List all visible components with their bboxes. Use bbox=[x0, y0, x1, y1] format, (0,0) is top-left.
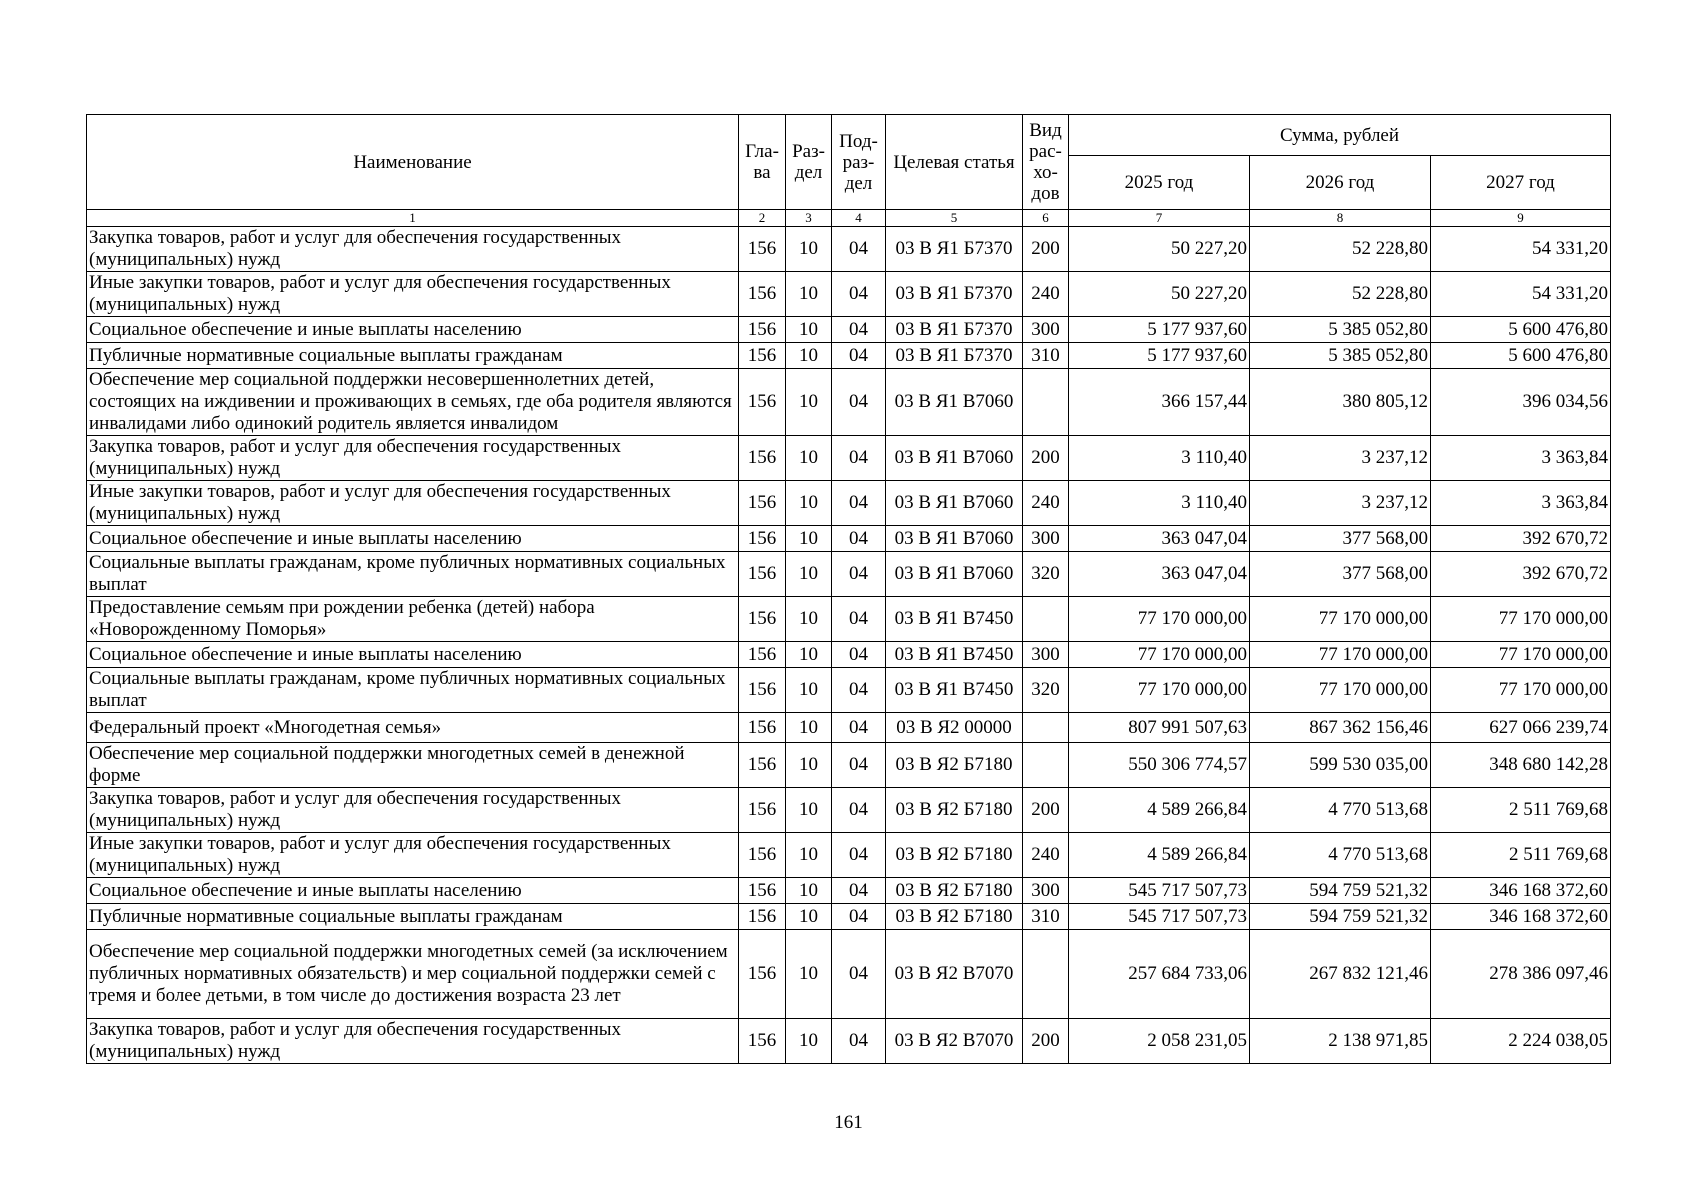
table-row bbox=[87, 597, 1611, 642]
column-number: 4 bbox=[832, 210, 886, 227]
row-sum-2026: 594 759 521,32 bbox=[1250, 904, 1431, 930]
table-row bbox=[87, 1019, 1611, 1064]
row-sum-2027: 396 034,56 bbox=[1431, 369, 1611, 436]
header-name: Наименование bbox=[87, 115, 739, 210]
row-razdel: 10 bbox=[786, 436, 832, 481]
row-razdel: 10 bbox=[786, 833, 832, 878]
column-number: 7 bbox=[1069, 210, 1250, 227]
row-name: Иные закупки товаров, работ и услуг для обеспечения государственных (муниципальных) нужд bbox=[87, 833, 739, 878]
table-row bbox=[87, 668, 1611, 713]
row-vid-rashodov: 300 bbox=[1023, 878, 1069, 904]
row-razdel: 10 bbox=[786, 526, 832, 552]
column-number: 6 bbox=[1023, 210, 1069, 227]
row-razdel: 10 bbox=[786, 272, 832, 317]
table-row bbox=[87, 788, 1611, 833]
row-sum-2027: 627 066 239,74 bbox=[1431, 713, 1611, 743]
table-row bbox=[87, 930, 1611, 1019]
row-vid-rashodov: 240 bbox=[1023, 833, 1069, 878]
row-sum-2026: 5 385 052,80 bbox=[1250, 343, 1431, 369]
row-razdel: 10 bbox=[786, 552, 832, 597]
row-glava: 156 bbox=[739, 272, 786, 317]
table-row bbox=[87, 878, 1611, 904]
row-name: Социальные выплаты гражданам, кроме публичных нормативных социальных выплат bbox=[87, 552, 739, 597]
row-sum-2026: 380 805,12 bbox=[1250, 369, 1431, 436]
row-podrazdel: 04 bbox=[832, 930, 886, 1019]
row-sum-2027: 54 331,20 bbox=[1431, 227, 1611, 272]
row-podrazdel: 04 bbox=[832, 552, 886, 597]
row-podrazdel: 04 bbox=[832, 743, 886, 788]
row-vid-rashodov: 310 bbox=[1023, 343, 1069, 369]
header-tselevaya-statya: Целевая статья bbox=[886, 115, 1023, 210]
row-glava: 156 bbox=[739, 788, 786, 833]
row-vid-rashodov: 300 bbox=[1023, 317, 1069, 343]
row-name: Закупка товаров, работ и услуг для обеспечения государственных (муниципальных) нужд bbox=[87, 436, 739, 481]
row-name: Социальное обеспечение и иные выплаты населению bbox=[87, 317, 739, 343]
row-razdel: 10 bbox=[786, 481, 832, 526]
row-podrazdel: 04 bbox=[832, 227, 886, 272]
row-name: Закупка товаров, работ и услуг для обеспечения государственных (муниципальных) нужд bbox=[87, 788, 739, 833]
row-sum-2026: 77 170 000,00 bbox=[1250, 668, 1431, 713]
header-vid-rashodov: Вид рас-хо-дов bbox=[1023, 115, 1069, 210]
row-glava: 156 bbox=[739, 436, 786, 481]
row-name: Социальные выплаты гражданам, кроме публичных нормативных социальных выплат bbox=[87, 668, 739, 713]
table-row bbox=[87, 369, 1611, 436]
column-number: 3 bbox=[786, 210, 832, 227]
row-razdel: 10 bbox=[786, 930, 832, 1019]
row-razdel: 10 bbox=[786, 642, 832, 668]
column-number: 2 bbox=[739, 210, 786, 227]
row-tselevaya-statya: 03 В Я2 В7070 bbox=[886, 930, 1023, 1019]
table-row bbox=[87, 713, 1611, 743]
row-sum-2025: 257 684 733,06 bbox=[1069, 930, 1250, 1019]
row-razdel: 10 bbox=[786, 317, 832, 343]
header-podrazdel: Под-раз-дел bbox=[832, 115, 886, 210]
table-row bbox=[87, 227, 1611, 272]
row-sum-2027: 2 224 038,05 bbox=[1431, 1019, 1611, 1064]
row-name: Иные закупки товаров, работ и услуг для обеспечения государственных (муниципальных) нужд bbox=[87, 272, 739, 317]
row-sum-2025: 545 717 507,73 bbox=[1069, 878, 1250, 904]
row-glava: 156 bbox=[739, 317, 786, 343]
row-sum-2027: 348 680 142,28 bbox=[1431, 743, 1611, 788]
row-tselevaya-statya: 03 В Я1 Б7370 bbox=[886, 317, 1023, 343]
row-glava: 156 bbox=[739, 1019, 786, 1064]
row-name: Предоставление семьям при рождении ребенка (детей) набора «Новорожденному Поморья» bbox=[87, 597, 739, 642]
row-sum-2025: 545 717 507,73 bbox=[1069, 904, 1250, 930]
header-summa: Сумма, рублей bbox=[1069, 115, 1611, 156]
row-glava: 156 bbox=[739, 552, 786, 597]
table-row bbox=[87, 904, 1611, 930]
row-sum-2027: 346 168 372,60 bbox=[1431, 904, 1611, 930]
row-sum-2027: 3 363,84 bbox=[1431, 481, 1611, 526]
row-podrazdel: 04 bbox=[832, 642, 886, 668]
row-sum-2027: 392 670,72 bbox=[1431, 526, 1611, 552]
row-razdel: 10 bbox=[786, 743, 832, 788]
row-sum-2026: 3 237,12 bbox=[1250, 481, 1431, 526]
row-tselevaya-statya: 03 В Я1 В7060 bbox=[886, 481, 1023, 526]
column-number: 1 bbox=[87, 210, 739, 227]
table-row bbox=[87, 552, 1611, 597]
row-tselevaya-statya: 03 В Я2 00000 bbox=[886, 713, 1023, 743]
row-sum-2026: 599 530 035,00 bbox=[1250, 743, 1431, 788]
row-vid-rashodov: 200 bbox=[1023, 1019, 1069, 1064]
row-sum-2026: 377 568,00 bbox=[1250, 552, 1431, 597]
budget-table bbox=[86, 114, 1611, 1064]
row-glava: 156 bbox=[739, 833, 786, 878]
row-name: Закупка товаров, работ и услуг для обеспечения государственных (муниципальных) нужд bbox=[87, 1019, 739, 1064]
row-vid-rashodov: 300 bbox=[1023, 526, 1069, 552]
row-razdel: 10 bbox=[786, 597, 832, 642]
row-sum-2027: 77 170 000,00 bbox=[1431, 668, 1611, 713]
row-glava: 156 bbox=[739, 227, 786, 272]
row-tselevaya-statya: 03 В Я1 В7060 bbox=[886, 552, 1023, 597]
row-tselevaya-statya: 03 В Я2 Б7180 bbox=[886, 878, 1023, 904]
header-year-2025: 2025 год bbox=[1069, 156, 1250, 210]
row-podrazdel: 04 bbox=[832, 713, 886, 743]
row-sum-2025: 3 110,40 bbox=[1069, 436, 1250, 481]
row-sum-2025: 4 589 266,84 bbox=[1069, 833, 1250, 878]
row-sum-2025: 550 306 774,57 bbox=[1069, 743, 1250, 788]
row-sum-2027: 5 600 476,80 bbox=[1431, 317, 1611, 343]
row-glava: 156 bbox=[739, 481, 786, 526]
row-vid-rashodov: 310 bbox=[1023, 904, 1069, 930]
row-razdel: 10 bbox=[786, 227, 832, 272]
row-razdel: 10 bbox=[786, 788, 832, 833]
row-vid-rashodov: 320 bbox=[1023, 668, 1069, 713]
row-razdel: 10 bbox=[786, 878, 832, 904]
row-podrazdel: 04 bbox=[832, 878, 886, 904]
row-tselevaya-statya: 03 В Я1 В7450 bbox=[886, 597, 1023, 642]
row-glava: 156 bbox=[739, 668, 786, 713]
row-tselevaya-statya: 03 В Я1 В7060 bbox=[886, 526, 1023, 552]
column-number: 8 bbox=[1250, 210, 1431, 227]
column-number: 9 bbox=[1431, 210, 1611, 227]
row-razdel: 10 bbox=[786, 369, 832, 436]
row-sum-2027: 346 168 372,60 bbox=[1431, 878, 1611, 904]
header-year-2027: 2027 год bbox=[1431, 156, 1611, 210]
row-sum-2026: 867 362 156,46 bbox=[1250, 713, 1431, 743]
row-vid-rashodov: 200 bbox=[1023, 227, 1069, 272]
row-glava: 156 bbox=[739, 904, 786, 930]
row-name: Федеральный проект «Многодетная семья» bbox=[87, 713, 739, 743]
row-podrazdel: 04 bbox=[832, 526, 886, 552]
row-sum-2025: 77 170 000,00 bbox=[1069, 597, 1250, 642]
row-sum-2025: 50 227,20 bbox=[1069, 272, 1250, 317]
row-glava: 156 bbox=[739, 878, 786, 904]
row-sum-2025: 363 047,04 bbox=[1069, 526, 1250, 552]
row-sum-2027: 77 170 000,00 bbox=[1431, 642, 1611, 668]
row-name: Обеспечение мер социальной поддержки многодетных семей в денежной форме bbox=[87, 743, 739, 788]
row-sum-2026: 267 832 121,46 bbox=[1250, 930, 1431, 1019]
row-glava: 156 bbox=[739, 343, 786, 369]
row-podrazdel: 04 bbox=[832, 481, 886, 526]
row-sum-2026: 377 568,00 bbox=[1250, 526, 1431, 552]
table-header bbox=[87, 115, 1611, 227]
row-podrazdel: 04 bbox=[832, 668, 886, 713]
row-sum-2026: 3 237,12 bbox=[1250, 436, 1431, 481]
table-row bbox=[87, 272, 1611, 317]
row-sum-2025: 3 110,40 bbox=[1069, 481, 1250, 526]
row-podrazdel: 04 bbox=[832, 343, 886, 369]
row-razdel: 10 bbox=[786, 1019, 832, 1064]
row-sum-2026: 5 385 052,80 bbox=[1250, 317, 1431, 343]
row-tselevaya-statya: 03 В Я2 Б7180 bbox=[886, 788, 1023, 833]
row-sum-2026: 52 228,80 bbox=[1250, 272, 1431, 317]
row-sum-2027: 392 670,72 bbox=[1431, 552, 1611, 597]
row-vid-rashodov bbox=[1023, 930, 1069, 1019]
row-vid-rashodov: 200 bbox=[1023, 788, 1069, 833]
row-vid-rashodov: 300 bbox=[1023, 642, 1069, 668]
row-glava: 156 bbox=[739, 597, 786, 642]
row-sum-2026: 52 228,80 bbox=[1250, 227, 1431, 272]
row-podrazdel: 04 bbox=[832, 597, 886, 642]
row-tselevaya-statya: 03 В Я2 Б7180 bbox=[886, 743, 1023, 788]
row-sum-2027: 5 600 476,80 bbox=[1431, 343, 1611, 369]
row-name: Социальное обеспечение и иные выплаты населению bbox=[87, 878, 739, 904]
row-sum-2026: 4 770 513,68 bbox=[1250, 788, 1431, 833]
row-sum-2026: 77 170 000,00 bbox=[1250, 597, 1431, 642]
row-glava: 156 bbox=[739, 743, 786, 788]
row-podrazdel: 04 bbox=[832, 436, 886, 481]
row-vid-rashodov bbox=[1023, 597, 1069, 642]
row-vid-rashodov bbox=[1023, 713, 1069, 743]
row-vid-rashodov bbox=[1023, 743, 1069, 788]
row-sum-2027: 54 331,20 bbox=[1431, 272, 1611, 317]
row-podrazdel: 04 bbox=[832, 904, 886, 930]
row-sum-2026: 77 170 000,00 bbox=[1250, 642, 1431, 668]
page-number: 161 bbox=[834, 1112, 863, 1133]
row-glava: 156 bbox=[739, 713, 786, 743]
row-tselevaya-statya: 03 В Я1 В7060 bbox=[886, 436, 1023, 481]
row-sum-2025: 5 177 937,60 bbox=[1069, 343, 1250, 369]
row-tselevaya-statya: 03 В Я1 Б7370 bbox=[886, 227, 1023, 272]
row-name: Обеспечение мер социальной поддержки многодетных семей (за исключением публичных нормативных обязательств) и мер социальной поддержки семей с тремя и более детьми, в том числе до достижения возраста 23 лет bbox=[87, 930, 739, 1019]
header-glava: Гла-ва bbox=[739, 115, 786, 210]
row-name: Публичные нормативные социальные выплаты гражданам bbox=[87, 343, 739, 369]
row-tselevaya-statya: 03 В Я1 В7450 bbox=[886, 642, 1023, 668]
row-sum-2025: 366 157,44 bbox=[1069, 369, 1250, 436]
row-sum-2025: 77 170 000,00 bbox=[1069, 668, 1250, 713]
row-razdel: 10 bbox=[786, 343, 832, 369]
row-tselevaya-statya: 03 В Я1 В7450 bbox=[886, 668, 1023, 713]
column-number: 5 bbox=[886, 210, 1023, 227]
row-tselevaya-statya: 03 В Я2 В7070 bbox=[886, 1019, 1023, 1064]
row-razdel: 10 bbox=[786, 904, 832, 930]
row-sum-2026: 2 138 971,85 bbox=[1250, 1019, 1431, 1064]
row-podrazdel: 04 bbox=[832, 317, 886, 343]
table-row bbox=[87, 642, 1611, 668]
row-glava: 156 bbox=[739, 930, 786, 1019]
row-razdel: 10 bbox=[786, 668, 832, 713]
row-sum-2025: 2 058 231,05 bbox=[1069, 1019, 1250, 1064]
table-body bbox=[87, 227, 1611, 1064]
row-glava: 156 bbox=[739, 526, 786, 552]
row-sum-2027: 77 170 000,00 bbox=[1431, 597, 1611, 642]
row-glava: 156 bbox=[739, 369, 786, 436]
row-tselevaya-statya: 03 В Я1 В7060 bbox=[886, 369, 1023, 436]
row-vid-rashodov: 200 bbox=[1023, 436, 1069, 481]
row-razdel: 10 bbox=[786, 713, 832, 743]
row-sum-2027: 2 511 769,68 bbox=[1431, 788, 1611, 833]
row-sum-2027: 278 386 097,46 bbox=[1431, 930, 1611, 1019]
row-sum-2025: 5 177 937,60 bbox=[1069, 317, 1250, 343]
row-name: Закупка товаров, работ и услуг для обеспечения государственных (муниципальных) нужд bbox=[87, 227, 739, 272]
row-tselevaya-statya: 03 В Я1 Б7370 bbox=[886, 343, 1023, 369]
table-row bbox=[87, 833, 1611, 878]
row-podrazdel: 04 bbox=[832, 788, 886, 833]
row-vid-rashodov: 240 bbox=[1023, 481, 1069, 526]
table-row bbox=[87, 481, 1611, 526]
row-glava: 156 bbox=[739, 642, 786, 668]
row-sum-2025: 4 589 266,84 bbox=[1069, 788, 1250, 833]
row-tselevaya-statya: 03 В Я1 Б7370 bbox=[886, 272, 1023, 317]
table-row bbox=[87, 317, 1611, 343]
row-podrazdel: 04 bbox=[832, 833, 886, 878]
row-sum-2026: 594 759 521,32 bbox=[1250, 878, 1431, 904]
row-name: Обеспечение мер социальной поддержки несовершеннолетних детей, состоящих на иждивении и проживающих в семьях, где оба родителя являются инвалидами либо одинокий родитель является инвалидом bbox=[87, 369, 739, 436]
row-sum-2025: 807 991 507,63 bbox=[1069, 713, 1250, 743]
row-name: Иные закупки товаров, работ и услуг для обеспечения государственных (муниципальных) нужд bbox=[87, 481, 739, 526]
header-razdel: Раз-дел bbox=[786, 115, 832, 210]
row-sum-2025: 50 227,20 bbox=[1069, 227, 1250, 272]
row-podrazdel: 04 bbox=[832, 369, 886, 436]
header-year-2026: 2026 год bbox=[1250, 156, 1431, 210]
row-vid-rashodov: 240 bbox=[1023, 272, 1069, 317]
row-name: Социальное обеспечение и иные выплаты населению bbox=[87, 526, 739, 552]
row-sum-2026: 4 770 513,68 bbox=[1250, 833, 1431, 878]
table-row bbox=[87, 343, 1611, 369]
row-sum-2025: 77 170 000,00 bbox=[1069, 642, 1250, 668]
row-sum-2027: 3 363,84 bbox=[1431, 436, 1611, 481]
column-number-row bbox=[87, 210, 1611, 227]
row-sum-2027: 2 511 769,68 bbox=[1431, 833, 1611, 878]
row-vid-rashodov bbox=[1023, 369, 1069, 436]
row-tselevaya-statya: 03 В Я2 Б7180 bbox=[886, 904, 1023, 930]
table-row bbox=[87, 436, 1611, 481]
row-podrazdel: 04 bbox=[832, 1019, 886, 1064]
table-row bbox=[87, 743, 1611, 788]
table-row bbox=[87, 526, 1611, 552]
row-tselevaya-statya: 03 В Я2 Б7180 bbox=[886, 833, 1023, 878]
row-name: Социальное обеспечение и иные выплаты населению bbox=[87, 642, 739, 668]
row-podrazdel: 04 bbox=[832, 272, 886, 317]
row-vid-rashodov: 320 bbox=[1023, 552, 1069, 597]
row-sum-2025: 363 047,04 bbox=[1069, 552, 1250, 597]
row-name: Публичные нормативные социальные выплаты гражданам bbox=[87, 904, 739, 930]
